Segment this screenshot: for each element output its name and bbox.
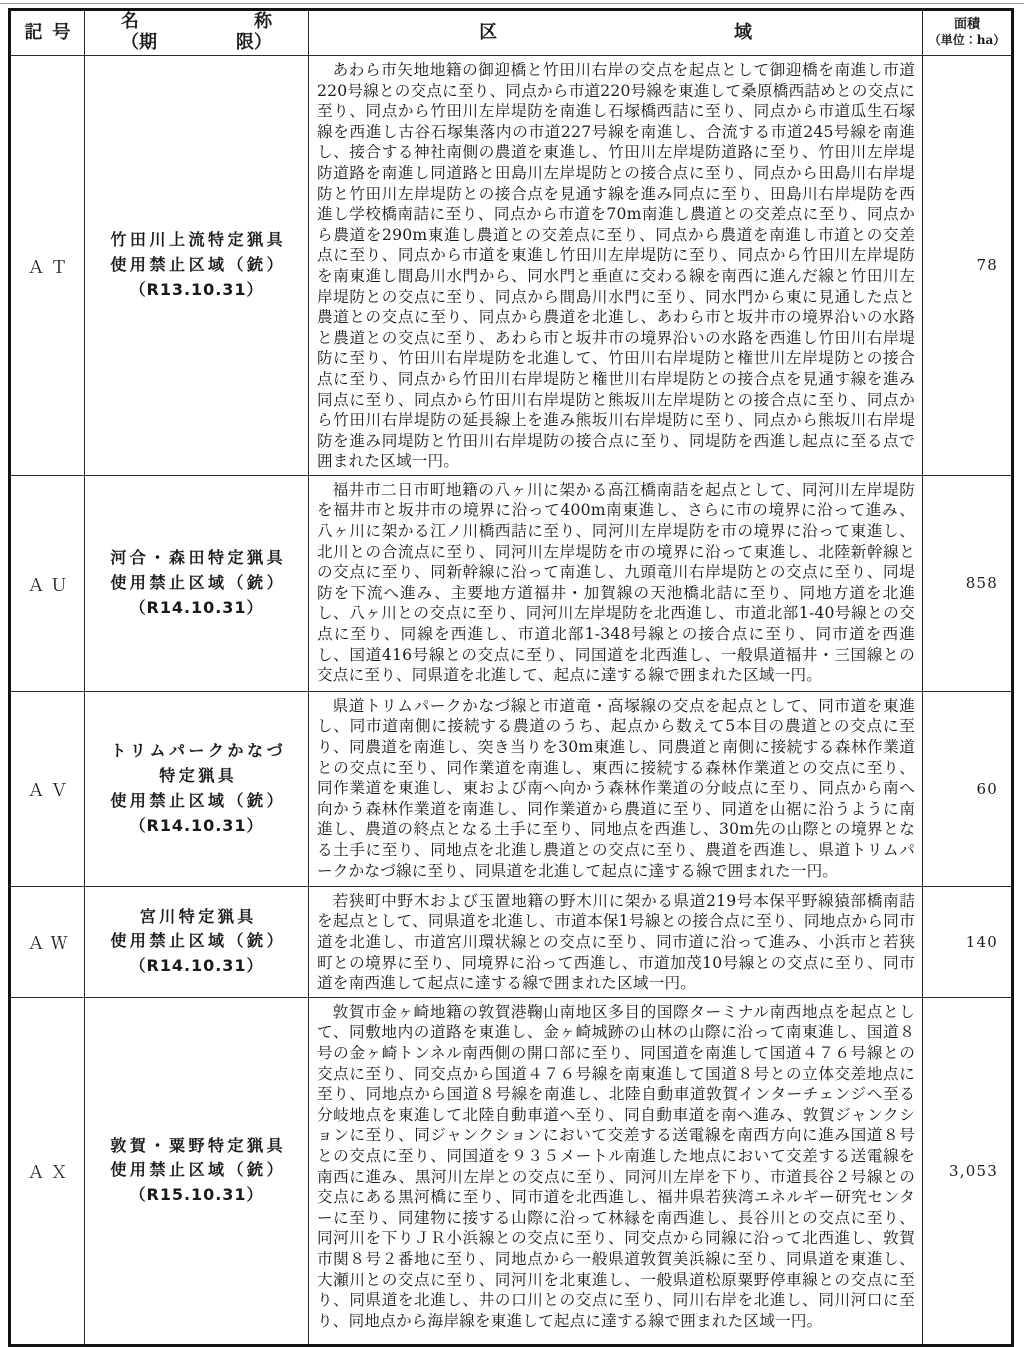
row-at-name xyxy=(85,56,309,475)
header-area-line2: （単位：ha） xyxy=(928,33,1006,48)
row-ax-area: 3,053 xyxy=(949,1161,998,1180)
header-period-left: （期 xyxy=(121,32,157,53)
row-av-region-text: 県道トリムパークかなづ線と市道竜・高塚線の交点を起点として、同市道を東進し、同市道南側に接続する農道のうち、起点から数えて5本目の農道との交点に至り、同農道を南進し、突き当りを30m東進し、同農道と南側に接続する森林作業道との交点に至り、同作業道を南進し、東西に接続する森林作業道との交点に至り、同作業道を東進し、東および南へ向かう森林作業道の分岐点に至り、同点から南へ向かう森林作業道を南進し、同作業道から農道に至り、同道を山裾に沿うように南進し、農道の終点となる土手に至り、同地点を西進し、30m先の山際との境界となる土手に至り、同地点を北進し農道との交点に至り、農道を西進し、県道トリムパークかなづ線に至り、同県道を北進して起点に達する線で囲まれた一円。 xyxy=(317,696,915,880)
table-row-av xyxy=(11,691,1011,886)
row-au-code: ＡＵ xyxy=(11,476,85,691)
row-au-name-line2: 使用禁止区域（銃） xyxy=(110,572,287,592)
header-region xyxy=(309,11,923,55)
table-row-ax xyxy=(11,997,1011,1344)
row-aw-name-line1: 宮川特定猟具 xyxy=(139,906,257,926)
row-at-code: ＡＴ xyxy=(11,56,85,475)
row-at-period: （R13.10.31） xyxy=(129,279,264,299)
row-av-name-line2: 特定猟具 xyxy=(159,766,238,786)
row-at-region xyxy=(309,56,923,475)
row-au-area: 858 xyxy=(965,574,998,593)
row-av-code: ＡＶ xyxy=(11,692,85,886)
row-aw-region xyxy=(309,887,923,997)
hunting-restriction-area-table xyxy=(8,8,1014,1347)
row-ax-name-line1: 敦賀・粟野特定猟具 xyxy=(110,1135,287,1155)
table-row-au xyxy=(11,475,1011,691)
table-row-at xyxy=(11,55,1011,475)
row-at-name-line1: 竹田川上流特定猟具 xyxy=(110,230,287,250)
row-aw-period: （R14.10.31） xyxy=(129,956,264,976)
row-ax-region-text: 敦賀市金ヶ崎地籍の敦賀港鞠山南地区多目的国際ターミナル南西地点を起点として、同敷地内の道路を東進し、金ヶ崎城跡の山林の山際に沿って南東進し、国道８号の金ヶ崎トンネル南西側の開口部に至り、同国道を南進して国道４７６号線との交点に至り、同交点から国道４７６号線を南東進して国道８号との立体交差地点に至り、同地点から国道８号線を南進し、北陸自動車道敦賀インターチェンジへ至る分岐地点を東進して北陸自動車道へ至り、同自動車道を南へ進み、敦賀ジャンクションに至り、同ジャンクションにおいて交差する送電線を南西方向に進み国道８号との交点に至り、同国道を９３５メートル南進した地点において交差する送電線を南西に進み、黒河川左岸との交点に至り、同河川左岸を下り、市道長谷２号線との交点にある黒河橋に至り、同市道を北西進し、福井県若狭湾エネルギー研究センターに至り、同建物に接する山際に沿って林縁を南西進し、長谷川との交点に至り、同河川を下りＪＲ小浜線との交点に至り、同交点から同線に沿って北西進し、敦賀市関８号２番地に至り、同地点から一般県道敦賀美浜線に至り、同県道を東進し、大瀬川との交点に至り、同河川を北東進し、一般県道松原粟野停車線との交点に至り、同県道を北進し、井の口川との交点に至り、同川右岸を北進し、同川河口に至り、同地点から海岸線を東進して起点に達する線で囲まれた区域一円。 xyxy=(317,1002,915,1330)
header-name-period xyxy=(85,11,309,55)
row-ax-name xyxy=(85,998,309,1344)
row-av-area: 60 xyxy=(976,779,998,798)
header-code: 記号 xyxy=(11,11,85,55)
header-area xyxy=(923,11,1011,55)
row-ax-region xyxy=(309,998,923,1344)
row-aw-code: ＡＷ xyxy=(11,887,85,997)
row-at-region-text: あわら市矢地地籍の御迎橋と竹田川右岸の交点を起点として御迎橋を南進し市道220号線との交点に至り、同点から市道220号線を東進して桑原橋西詰めとの交点に至り、同点から竹田川左岸堤防を南進し石塚橋西詰に至り、同点から市道瓜生石塚線を西進し古谷石塚集落内の市道227号線を南進し、合流する市道245号線を南進し、接合する神社南側の農道を東進し、竹田川左岸堤防道路に至り、竹田川左岸堤防道路を南進し同道路と田島川左岸堤防との接合点に至り、同点から田島川右岸堤防と竹田川左岸堤防との接合点を見通す線を進み同点に至り、田島川右岸堤防を西進し学校橋南詰に至り、同点から市道を70m南進し農道との交差点に至り、同点から農道を290m東進し農道との交差点に至り、同点から農道を南進し市道との交差点に至り、同点から市道を東進し竹田川左岸堤防に至り、同点から竹田川左岸堤防を南東進し間島川水門から、同水門と垂直に交わる線を南西に進んだ線と竹田川左岸堤防との交点に至り、同点から間島川水門に至り、同水門から東に見通した点と農道との交点に至り、同点から農道を北進し、あわら市と坂井市の境界沿いの水路と農道との交点に至り、あわら市と坂井市の境界沿いの水路を西進し竹田川右岸堤防に至り、竹田川右岸堤防を北進して、竹田川右岸堤防と権世川左岸堤防との接合点に至り、同点から竹田川右岸堤防と権世川右岸堤防との接合点を見通す線を進み同点に至り、同点から竹田川右岸堤防と熊坂川左岸堤防との接合点に至り、同点から竹田川右岸堤防の延長線上を進み熊坂川右岸堤防に至り、同点から熊坂川右岸堤防を進み同堤防と竹田川右岸堤防の接合点に至り、同堤防を西進し起点に至る点で囲まれた区域一円。 xyxy=(317,61,915,471)
header-name-left: 名 xyxy=(121,11,139,33)
row-av-name xyxy=(85,692,309,886)
header-name-line xyxy=(85,12,308,33)
page-top-rule xyxy=(0,3,1024,4)
row-aw-area: 140 xyxy=(965,932,998,951)
header-region-left: 区 xyxy=(479,21,497,43)
row-au-region xyxy=(309,476,923,691)
row-av-name-line1: トリムパークかなづ xyxy=(110,741,287,761)
row-aw-name xyxy=(85,887,309,997)
row-au-name xyxy=(85,476,309,691)
row-ax-code: ＡＸ xyxy=(11,998,85,1344)
table-header-row xyxy=(11,11,1011,55)
row-ax-name-line2: 使用禁止区域（銃） xyxy=(110,1160,287,1180)
row-av-region xyxy=(309,692,923,886)
header-area-line1: 面積 xyxy=(953,17,980,33)
row-av-name-line3: 使用禁止区域（銃） xyxy=(110,790,287,810)
row-aw-region-text: 若狭町中野木および玉置地籍の野木川に架かる県道219号本保平野線猿部橋南詰を起点として、同県道を北進し、市道本保1号線との接合点に至り、同地点から同市道を北進し、市道宮川環状線との交点に至り、同市道に沿って進み、小浜市と若狭町との境界に至り、同境界に沿って西進し、市道加茂10号線との交点に至り、同市道を南西進して起点に達する線で囲まれた区域一円。 xyxy=(317,891,915,993)
row-ax-period: （R15.10.31） xyxy=(129,1185,264,1205)
row-au-period: （R14.10.31） xyxy=(129,597,264,617)
header-period-right: 限） xyxy=(236,32,272,53)
header-period-line xyxy=(85,33,308,54)
row-au-name-line1: 河合・森田特定猟具 xyxy=(110,548,287,568)
row-av-period: （R14.10.31） xyxy=(129,815,264,835)
header-region-right: 域 xyxy=(734,21,752,43)
row-at-name-line2: 使用禁止区域（銃） xyxy=(110,255,287,275)
header-name-right: 称 xyxy=(254,11,272,33)
row-au-region-text: 福井市二日市町地籍の八ヶ川に架かる高江橋南詰を起点として、同河川左岸堤防を福井市と坂井市の境界に沿って400m南東進し、さらに市の境界に沿って進み、八ヶ川に架かる江ノ川橋西詰に至り、同河川左岸堤防を市の境界に沿って東進し、北川との合流点に至り、同河川左岸堤防を市の境界に沿って東進し、北陸新幹線との交点に至り、同新幹線に沿って南進し、九頭竜川右岸堤防との交点に至り、同堤防を下流へ進み、主要地方道福井・加賀線の天池橋北詰に至り、同地方道を北進し、八ヶ川との交点に至り、同河川左岸堤防を北西進し、市道北部1-40号線との交点に至り、同線を西進し、市道北部1-348号線との接合点に至り、同市道を西進し、国道416号線との交点に至り、同国道を北西進し、一般県道福井・三国線との交点に至り、同県道を北進して、起点に達する線で囲まれた区域一円。 xyxy=(317,480,915,685)
row-aw-name-line2: 使用禁止区域（銃） xyxy=(110,931,287,951)
table-row-aw xyxy=(11,886,1011,997)
row-at-area: 78 xyxy=(976,256,998,275)
header-region-line xyxy=(309,23,922,44)
